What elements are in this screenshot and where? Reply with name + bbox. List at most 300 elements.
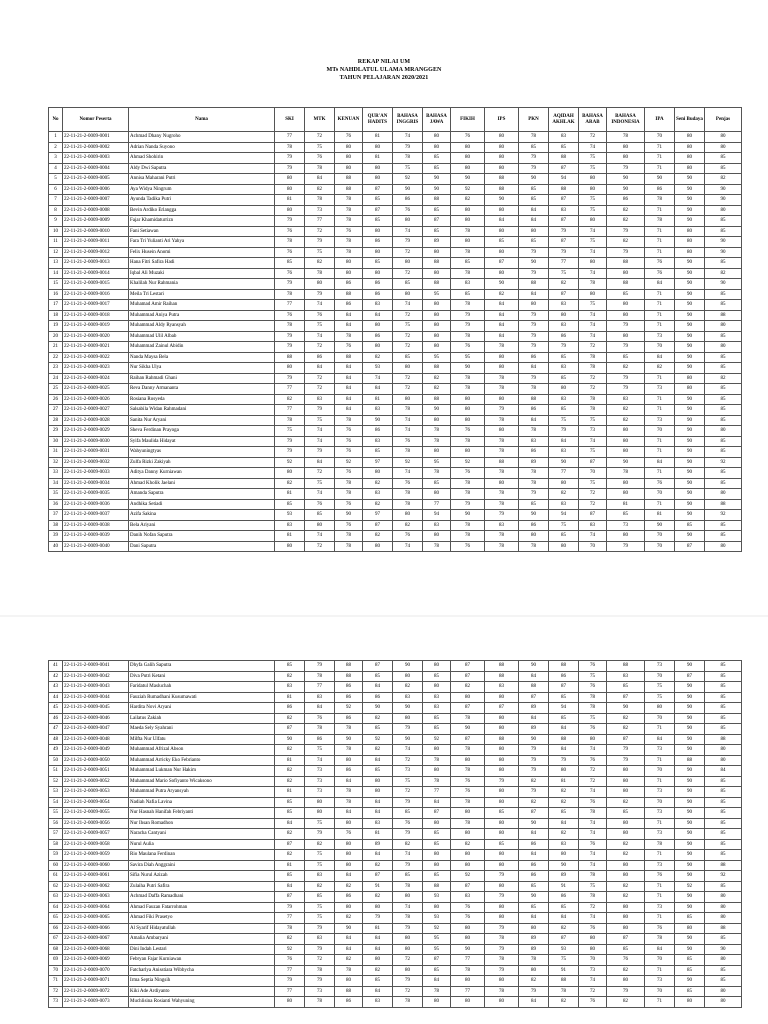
student-name: Aldy Dwi Saputra — [129, 163, 275, 174]
score-cell: 79 — [519, 321, 549, 332]
score-cell: 78 — [335, 531, 363, 542]
score-cell: 85 — [423, 713, 451, 724]
student-name: Muhammad Arricky Eko Febrianto — [129, 755, 275, 766]
score-cell: 90 — [607, 703, 645, 714]
score-cell: 78 — [549, 986, 579, 997]
participant-number: 22-11-21-2-0009-0030 — [63, 436, 129, 447]
score-cell: 88 — [335, 289, 363, 300]
score-cell: 70 — [645, 426, 675, 437]
score-cell: 85 — [607, 682, 645, 693]
table-row — [49, 237, 742, 248]
score-cell: 86 — [393, 195, 423, 206]
score-cell: 74 — [393, 415, 423, 426]
score-cell: 82 — [275, 766, 305, 777]
score-cell: 80 — [485, 797, 519, 808]
participant-number: 22-11-21-2-0009-0045 — [63, 703, 129, 714]
score-cell: 97 — [363, 457, 393, 468]
table-row — [49, 766, 742, 777]
score-cell: 90 — [675, 352, 705, 363]
score-cell: 81 — [363, 153, 393, 164]
score-cell: 72 — [393, 787, 423, 798]
score-cell: 86 — [363, 692, 393, 703]
score-cell: 80 — [485, 829, 519, 840]
score-cell: 80 — [451, 237, 485, 248]
score-cell: 80 — [579, 289, 607, 300]
score-cell: 78 — [335, 965, 363, 976]
table-body — [49, 132, 742, 552]
row-number: 26 — [49, 394, 63, 405]
score-cell: 72 — [393, 373, 423, 384]
participant-number: 22-11-21-2-0009-0006 — [63, 184, 129, 195]
score-cell: 84 — [519, 289, 549, 300]
score-cell: 90 — [675, 703, 705, 714]
participant-number: 22-11-21-2-0009-0041 — [63, 661, 129, 672]
participant-number: 22-11-21-2-0009-0066 — [63, 923, 129, 934]
score-cell: 83 — [363, 818, 393, 829]
score-cell: 85 — [485, 237, 519, 248]
score-cell: 78 — [305, 965, 335, 976]
score-cell: 78 — [579, 808, 607, 819]
score-cell: 87 — [485, 258, 519, 269]
score-cell: 79 — [519, 342, 549, 353]
row-number: 48 — [49, 734, 63, 745]
score-cell: 79 — [519, 247, 549, 258]
score-cell: 79 — [305, 661, 335, 672]
score-cell: 84 — [335, 384, 363, 395]
score-cell: 85 — [423, 153, 451, 164]
score-cell: 78 — [579, 892, 607, 903]
student-name: Lailatus Zakiah — [129, 713, 275, 724]
score-cell: 78 — [451, 384, 485, 395]
row-number: 12 — [49, 247, 63, 258]
participant-number: 22-11-21-2-0009-0031 — [63, 447, 129, 458]
score-cell: 78 — [579, 352, 607, 363]
row-number: 9 — [49, 216, 63, 227]
score-cell: 72 — [579, 986, 607, 997]
score-cell: 76 — [393, 436, 423, 447]
score-cell: 78 — [485, 541, 519, 552]
score-cell: 87 — [485, 703, 519, 714]
table-row — [49, 268, 742, 279]
participant-number: 22-11-21-2-0009-0042 — [63, 671, 129, 682]
row-number: 16 — [49, 289, 63, 300]
score-cell: 90 — [675, 808, 705, 819]
score-cell: 74 — [579, 829, 607, 840]
score-cell: 87 — [579, 510, 607, 521]
participant-number: 22-11-21-2-0009-0010 — [63, 226, 129, 237]
score-cell: 78 — [335, 745, 363, 756]
column-header: SKI — [275, 108, 305, 132]
score-cell: 90 — [451, 363, 485, 374]
score-cell: 84 — [519, 363, 549, 374]
score-cell: 85 — [607, 944, 645, 955]
score-cell: 75 — [549, 415, 579, 426]
score-cell: 78 — [305, 997, 335, 1008]
table-row — [49, 976, 742, 987]
score-cell: 78 — [423, 436, 451, 447]
participant-number: 22-11-21-2-0009-0069 — [63, 955, 129, 966]
student-name: Maeda Sely Syahrani — [129, 724, 275, 735]
row-number: 35 — [49, 489, 63, 500]
row-number: 41 — [49, 661, 63, 672]
score-cell: 90 — [519, 174, 549, 185]
student-name: Muchlisina Rosianti Wahyuning — [129, 997, 275, 1008]
participant-number: 22-11-21-2-0009-0058 — [63, 839, 129, 850]
score-cell: 73 — [305, 986, 335, 997]
student-name: Muhammad Ulil Albab — [129, 331, 275, 342]
score-cell: 80 — [675, 226, 705, 237]
score-cell: 85 — [451, 289, 485, 300]
score-cell: 84 — [549, 436, 579, 447]
score-cell: 80 — [485, 394, 519, 405]
score-cell: 90 — [519, 734, 549, 745]
score-cell: 80 — [607, 531, 645, 542]
score-cell: 70 — [645, 541, 675, 552]
score-cell: 85 — [423, 965, 451, 976]
score-cell: 84 — [363, 797, 393, 808]
score-cell: 82 — [275, 934, 305, 945]
score-cell: 79 — [485, 892, 519, 903]
score-cell: 80 — [607, 426, 645, 437]
score-cell: 90 — [675, 394, 705, 405]
score-cell: 78 — [335, 787, 363, 798]
score-cell: 76 — [275, 247, 305, 258]
score-cell: 86 — [549, 892, 579, 903]
score-cell: 78 — [451, 478, 485, 489]
score-cell: 74 — [305, 489, 335, 500]
score-cell: 81 — [363, 923, 393, 934]
score-cell: 83 — [305, 934, 335, 945]
score-cell: 73 — [579, 426, 607, 437]
score-cell: 82 — [607, 415, 645, 426]
score-cell: 92 — [393, 457, 423, 468]
score-cell: 78 — [485, 468, 519, 479]
score-cell: 88 — [705, 499, 742, 510]
participant-number: 22-11-21-2-0009-0020 — [63, 331, 129, 342]
score-cell: 80 — [363, 174, 393, 185]
score-cell: 87 — [549, 934, 579, 945]
score-cell: 73 — [645, 860, 675, 871]
score-cell: 80 — [451, 205, 485, 216]
student-name: Hardita Novi Aryani — [129, 703, 275, 714]
score-cell: 90 — [675, 871, 705, 882]
score-cell: 76 — [305, 153, 335, 164]
score-cell: 80 — [485, 745, 519, 756]
score-cell: 76 — [579, 661, 607, 672]
score-cell: 92 — [335, 457, 363, 468]
participant-number: 22-11-21-2-0009-0048 — [63, 734, 129, 745]
score-cell: 86 — [335, 766, 363, 777]
score-cell: 86 — [549, 671, 579, 682]
score-cell: 90 — [549, 457, 579, 468]
row-number: 51 — [49, 766, 63, 777]
score-cell: 80 — [485, 850, 519, 861]
score-cell: 95 — [423, 457, 451, 468]
student-name: Dani Saputra — [129, 541, 275, 552]
score-cell: 79 — [519, 489, 549, 500]
column-header: QUR'AN HADITS — [363, 108, 393, 132]
score-cell: 82 — [607, 216, 645, 227]
score-cell: 85 — [705, 520, 742, 531]
score-cell: 76 — [335, 468, 363, 479]
table-row — [49, 436, 742, 447]
score-cell: 79 — [519, 986, 549, 997]
participant-number: 22-11-21-2-0009-0064 — [63, 902, 129, 913]
row-number: 29 — [49, 426, 63, 437]
score-cell: 75 — [549, 955, 579, 966]
score-cell: 83 — [607, 394, 645, 405]
score-cell: 78 — [275, 321, 305, 332]
column-header: BAHASA ARAB — [579, 108, 607, 132]
score-cell: 85 — [363, 258, 393, 269]
score-cell: 82 — [363, 352, 393, 363]
table-row — [49, 829, 742, 840]
score-cell: 80 — [607, 860, 645, 871]
row-number: 52 — [49, 776, 63, 787]
score-cell: 85 — [705, 829, 742, 840]
score-cell: 85 — [705, 976, 742, 987]
score-cell: 90 — [335, 923, 363, 934]
score-cell: 85 — [519, 142, 549, 153]
score-cell: 86 — [305, 352, 335, 363]
score-cell: 75 — [645, 682, 675, 693]
score-cell: 84 — [335, 373, 363, 384]
score-cell: 82 — [607, 839, 645, 850]
score-cell: 82 — [335, 913, 363, 924]
row-number: 33 — [49, 468, 63, 479]
score-cell: 83 — [275, 682, 305, 693]
student-name: Naracha Cantyani — [129, 829, 275, 840]
row-number: 55 — [49, 808, 63, 819]
score-cell: 84 — [363, 755, 393, 766]
row-number: 56 — [49, 818, 63, 829]
table-row — [49, 965, 742, 976]
table-body — [49, 661, 742, 1008]
score-cell: 80 — [451, 692, 485, 703]
score-cell: 78 — [485, 373, 519, 384]
participant-number: 22-11-21-2-0009-0060 — [63, 860, 129, 871]
score-cell: 90 — [675, 839, 705, 850]
row-number: 23 — [49, 363, 63, 374]
student-name: Zulfa Rizki Zakiyah — [129, 457, 275, 468]
score-cell: 78 — [335, 541, 363, 552]
score-cell: 71 — [645, 247, 675, 258]
score-cell: 86 — [335, 692, 363, 703]
score-cell: 80 — [675, 142, 705, 153]
score-cell: 84 — [645, 352, 675, 363]
score-cell: 85 — [675, 913, 705, 924]
column-header: KENUAN — [335, 108, 363, 132]
row-number: 5 — [49, 174, 63, 185]
score-cell: 90 — [675, 184, 705, 195]
score-cell: 85 — [423, 724, 451, 735]
row-number: 60 — [49, 860, 63, 871]
score-cell: 74 — [363, 373, 393, 384]
score-cell: 70 — [645, 342, 675, 353]
student-name: Muhammad Mario Sofiyanto Wicaksono — [129, 776, 275, 787]
score-cell: 84 — [363, 934, 393, 945]
score-cell: 90 — [675, 174, 705, 185]
score-cell: 71 — [645, 373, 675, 384]
score-cell: 82 — [549, 489, 579, 500]
score-cell: 85 — [705, 692, 742, 703]
score-cell: 84 — [519, 216, 549, 227]
participant-number: 22-11-21-2-0009-0072 — [63, 986, 129, 997]
score-cell: 78 — [335, 205, 363, 216]
score-cell: 70 — [645, 766, 675, 777]
score-cell: 80 — [549, 766, 579, 777]
score-cell: 80 — [451, 997, 485, 1008]
score-cell: 80 — [485, 881, 519, 892]
score-cell: 82 — [393, 520, 423, 531]
participant-number: 22-11-21-2-0009-0025 — [63, 384, 129, 395]
score-cell: 90 — [675, 724, 705, 735]
score-cell: 80 — [335, 976, 363, 987]
score-cell: 80 — [675, 247, 705, 258]
score-cell: 77 — [305, 216, 335, 227]
student-name: Hana Fitri Safira Hadi — [129, 258, 275, 269]
score-cell: 80 — [423, 489, 451, 500]
score-cell: 76 — [275, 955, 305, 966]
score-cell: 92 — [423, 923, 451, 934]
table-row — [49, 734, 742, 745]
score-cell: 80 — [451, 142, 485, 153]
student-name: Nadiah Nafia Lavina — [129, 797, 275, 808]
participant-number: 22-11-21-2-0009-0034 — [63, 478, 129, 489]
table-row — [49, 163, 742, 174]
row-number: 3 — [49, 153, 63, 164]
score-cell: 76 — [645, 871, 675, 882]
score-cell: 84 — [485, 321, 519, 332]
table-row — [49, 713, 742, 724]
score-cell: 79 — [549, 342, 579, 353]
student-name: Faridatul Masluchah — [129, 682, 275, 693]
score-cell: 90 — [363, 703, 393, 714]
score-cell: 79 — [607, 342, 645, 353]
score-cell: 90 — [675, 531, 705, 542]
score-cell: 85 — [423, 671, 451, 682]
table-row — [49, 860, 742, 871]
score-cell: 78 — [451, 520, 485, 531]
score-cell: 90 — [675, 976, 705, 987]
score-cell: 73 — [645, 331, 675, 342]
student-name: Iqbal Ali Muzaki — [129, 268, 275, 279]
score-cell: 76 — [305, 713, 335, 724]
score-cell: 84 — [423, 976, 451, 987]
score-cell: 80 — [393, 510, 423, 521]
score-cell: 80 — [363, 902, 393, 913]
table-row — [49, 226, 742, 237]
score-cell: 85 — [705, 881, 742, 892]
score-cell: 86 — [335, 892, 363, 903]
student-name: Aditya Danny Kurniawan — [129, 468, 275, 479]
participant-number: 22-11-21-2-0009-0054 — [63, 797, 129, 808]
score-cell: 85 — [519, 195, 549, 206]
score-cell: 80 — [423, 531, 451, 542]
score-cell: 71 — [645, 818, 675, 829]
participant-number: 22-11-21-2-0009-0019 — [63, 321, 129, 332]
score-cell: 90 — [675, 713, 705, 724]
score-cell: 75 — [579, 153, 607, 164]
score-cell: 78 — [579, 394, 607, 405]
score-cell: 80 — [519, 923, 549, 934]
score-cell: 80 — [549, 541, 579, 552]
participant-number: 22-11-21-2-0009-0008 — [63, 205, 129, 216]
score-cell: 85 — [275, 661, 305, 672]
score-cell: 82 — [519, 976, 549, 987]
score-cell: 84 — [519, 850, 549, 861]
score-cell: 75 — [579, 881, 607, 892]
table-row — [49, 279, 742, 290]
score-cell: 79 — [305, 237, 335, 248]
score-cell: 72 — [579, 902, 607, 913]
score-cell: 70 — [645, 713, 675, 724]
score-cell: 83 — [485, 520, 519, 531]
score-cell: 80 — [549, 310, 579, 321]
score-cell: 83 — [363, 405, 393, 416]
score-cell: 76 — [451, 468, 485, 479]
score-cell: 74 — [579, 310, 607, 321]
score-cell: 92 — [275, 457, 305, 468]
table-row — [49, 541, 742, 552]
student-name: Wahyuningtyas — [129, 447, 275, 458]
student-name: Aya Widya Ningrum — [129, 184, 275, 195]
score-cell: 80 — [607, 923, 645, 934]
score-cell: 78 — [305, 724, 335, 735]
score-cell: 80 — [705, 913, 742, 924]
score-cell: 87 — [579, 457, 607, 468]
score-cell: 80 — [423, 682, 451, 693]
score-cell: 71 — [645, 755, 675, 766]
score-cell: 75 — [579, 205, 607, 216]
score-cell: 80 — [305, 520, 335, 531]
score-cell: 80 — [579, 216, 607, 227]
student-name: Dhyfa Galih Saputra — [129, 661, 275, 672]
score-cell: 85 — [705, 661, 742, 672]
score-cell: 80 — [485, 142, 519, 153]
student-name: Sifia Nurul Azizah — [129, 871, 275, 882]
score-cell: 76 — [579, 682, 607, 693]
score-cell: 80 — [705, 986, 742, 997]
table-row — [49, 934, 742, 945]
score-cell: 78 — [275, 923, 305, 934]
score-cell: 82 — [393, 839, 423, 850]
score-cell: 86 — [549, 331, 579, 342]
score-cell: 71 — [645, 965, 675, 976]
score-cell: 71 — [645, 205, 675, 216]
score-cell: 84 — [519, 913, 549, 924]
student-name: Savira Diah Anggraini — [129, 860, 275, 871]
score-cell: 90 — [675, 692, 705, 703]
participant-number: 22-11-21-2-0009-0059 — [63, 850, 129, 861]
row-number: 40 — [49, 541, 63, 552]
row-number: 27 — [49, 405, 63, 416]
score-cell: 85 — [549, 373, 579, 384]
score-cell: 72 — [393, 247, 423, 258]
score-cell: 84 — [335, 944, 363, 955]
score-cell: 79 — [305, 405, 335, 416]
score-cell: 85 — [363, 724, 393, 735]
score-cell: 84 — [275, 818, 305, 829]
score-cell: 80 — [335, 839, 363, 850]
score-cell: 80 — [335, 755, 363, 766]
score-cell: 85 — [705, 776, 742, 787]
score-cell: 75 — [305, 321, 335, 332]
score-cell: 85 — [519, 902, 549, 913]
student-name: Ahmad Kholik Jaelani — [129, 478, 275, 489]
student-name: Nanda Maysa Bela — [129, 352, 275, 363]
score-cell: 85 — [393, 871, 423, 882]
